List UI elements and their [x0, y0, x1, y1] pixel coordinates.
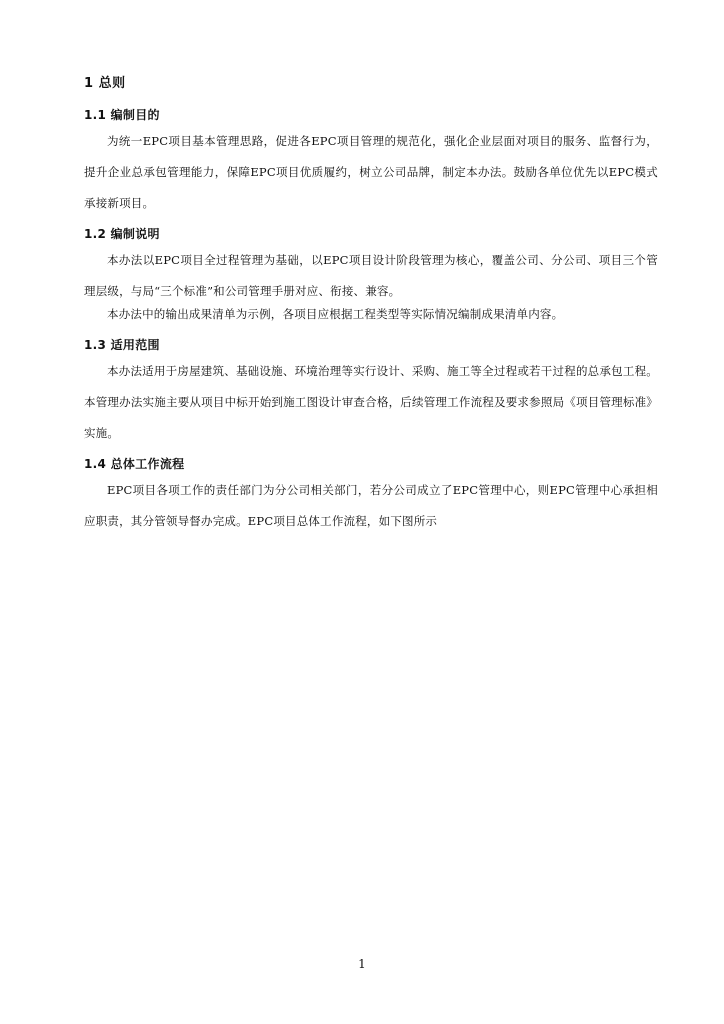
paragraph: 本办法以EPC项目全过程管理为基础，以EPC项目设计阶段管理为核心，覆盖公司、分公司、项目三个管理层级，与局“三个标准”和公司管理手册对应、衔接、兼容。 — [84, 253, 658, 298]
section-scope — [84, 336, 658, 449]
paragraph: 本办法适用于房屋建筑、基础设施、环境治理等实行设计、采购、施工等全过程或若干过程的总承包工程。本管理办法实施主要从项目中标开始到施工图设计审查合格，后续管理工作流程及要求参照局《项目管理标准》实施。 — [84, 364, 658, 440]
paragraph: 本办法中的输出成果清单为示例，各项目应根据工程类型等实际情况编制成果清单内容。 — [107, 307, 564, 321]
section-heading: 1.3 适用范围 — [84, 338, 160, 352]
section-heading: 1.2 编制说明 — [84, 227, 160, 241]
chapter-title: 1 总则 — [84, 76, 126, 91]
section-purpose — [84, 106, 658, 219]
section-description — [84, 225, 658, 330]
paragraph: EPC项目各项工作的责任部门为分公司相关部门，若分公司成立了EPC管理中心，则EPC管理中心承担相应职责，其分管领导督办完成。EPC项目总体工作流程，如下图所示 — [84, 483, 658, 528]
page-number: 1 — [358, 957, 366, 971]
section-workflow — [84, 455, 658, 537]
document-body — [84, 74, 658, 543]
section-heading: 1.4 总体工作流程 — [84, 457, 185, 471]
paragraph: 为统一EPC项目基本管理思路，促进各EPC项目管理的规范化，强化企业层面对项目的服务、监督行为，提升企业总承包管理能力，保障EPC项目优质履约，树立公司品牌，制定本办法。鼓励各单位优先以EPC模式承接新项目。 — [84, 134, 658, 210]
section-heading: 1.1 编制目的 — [84, 108, 160, 122]
